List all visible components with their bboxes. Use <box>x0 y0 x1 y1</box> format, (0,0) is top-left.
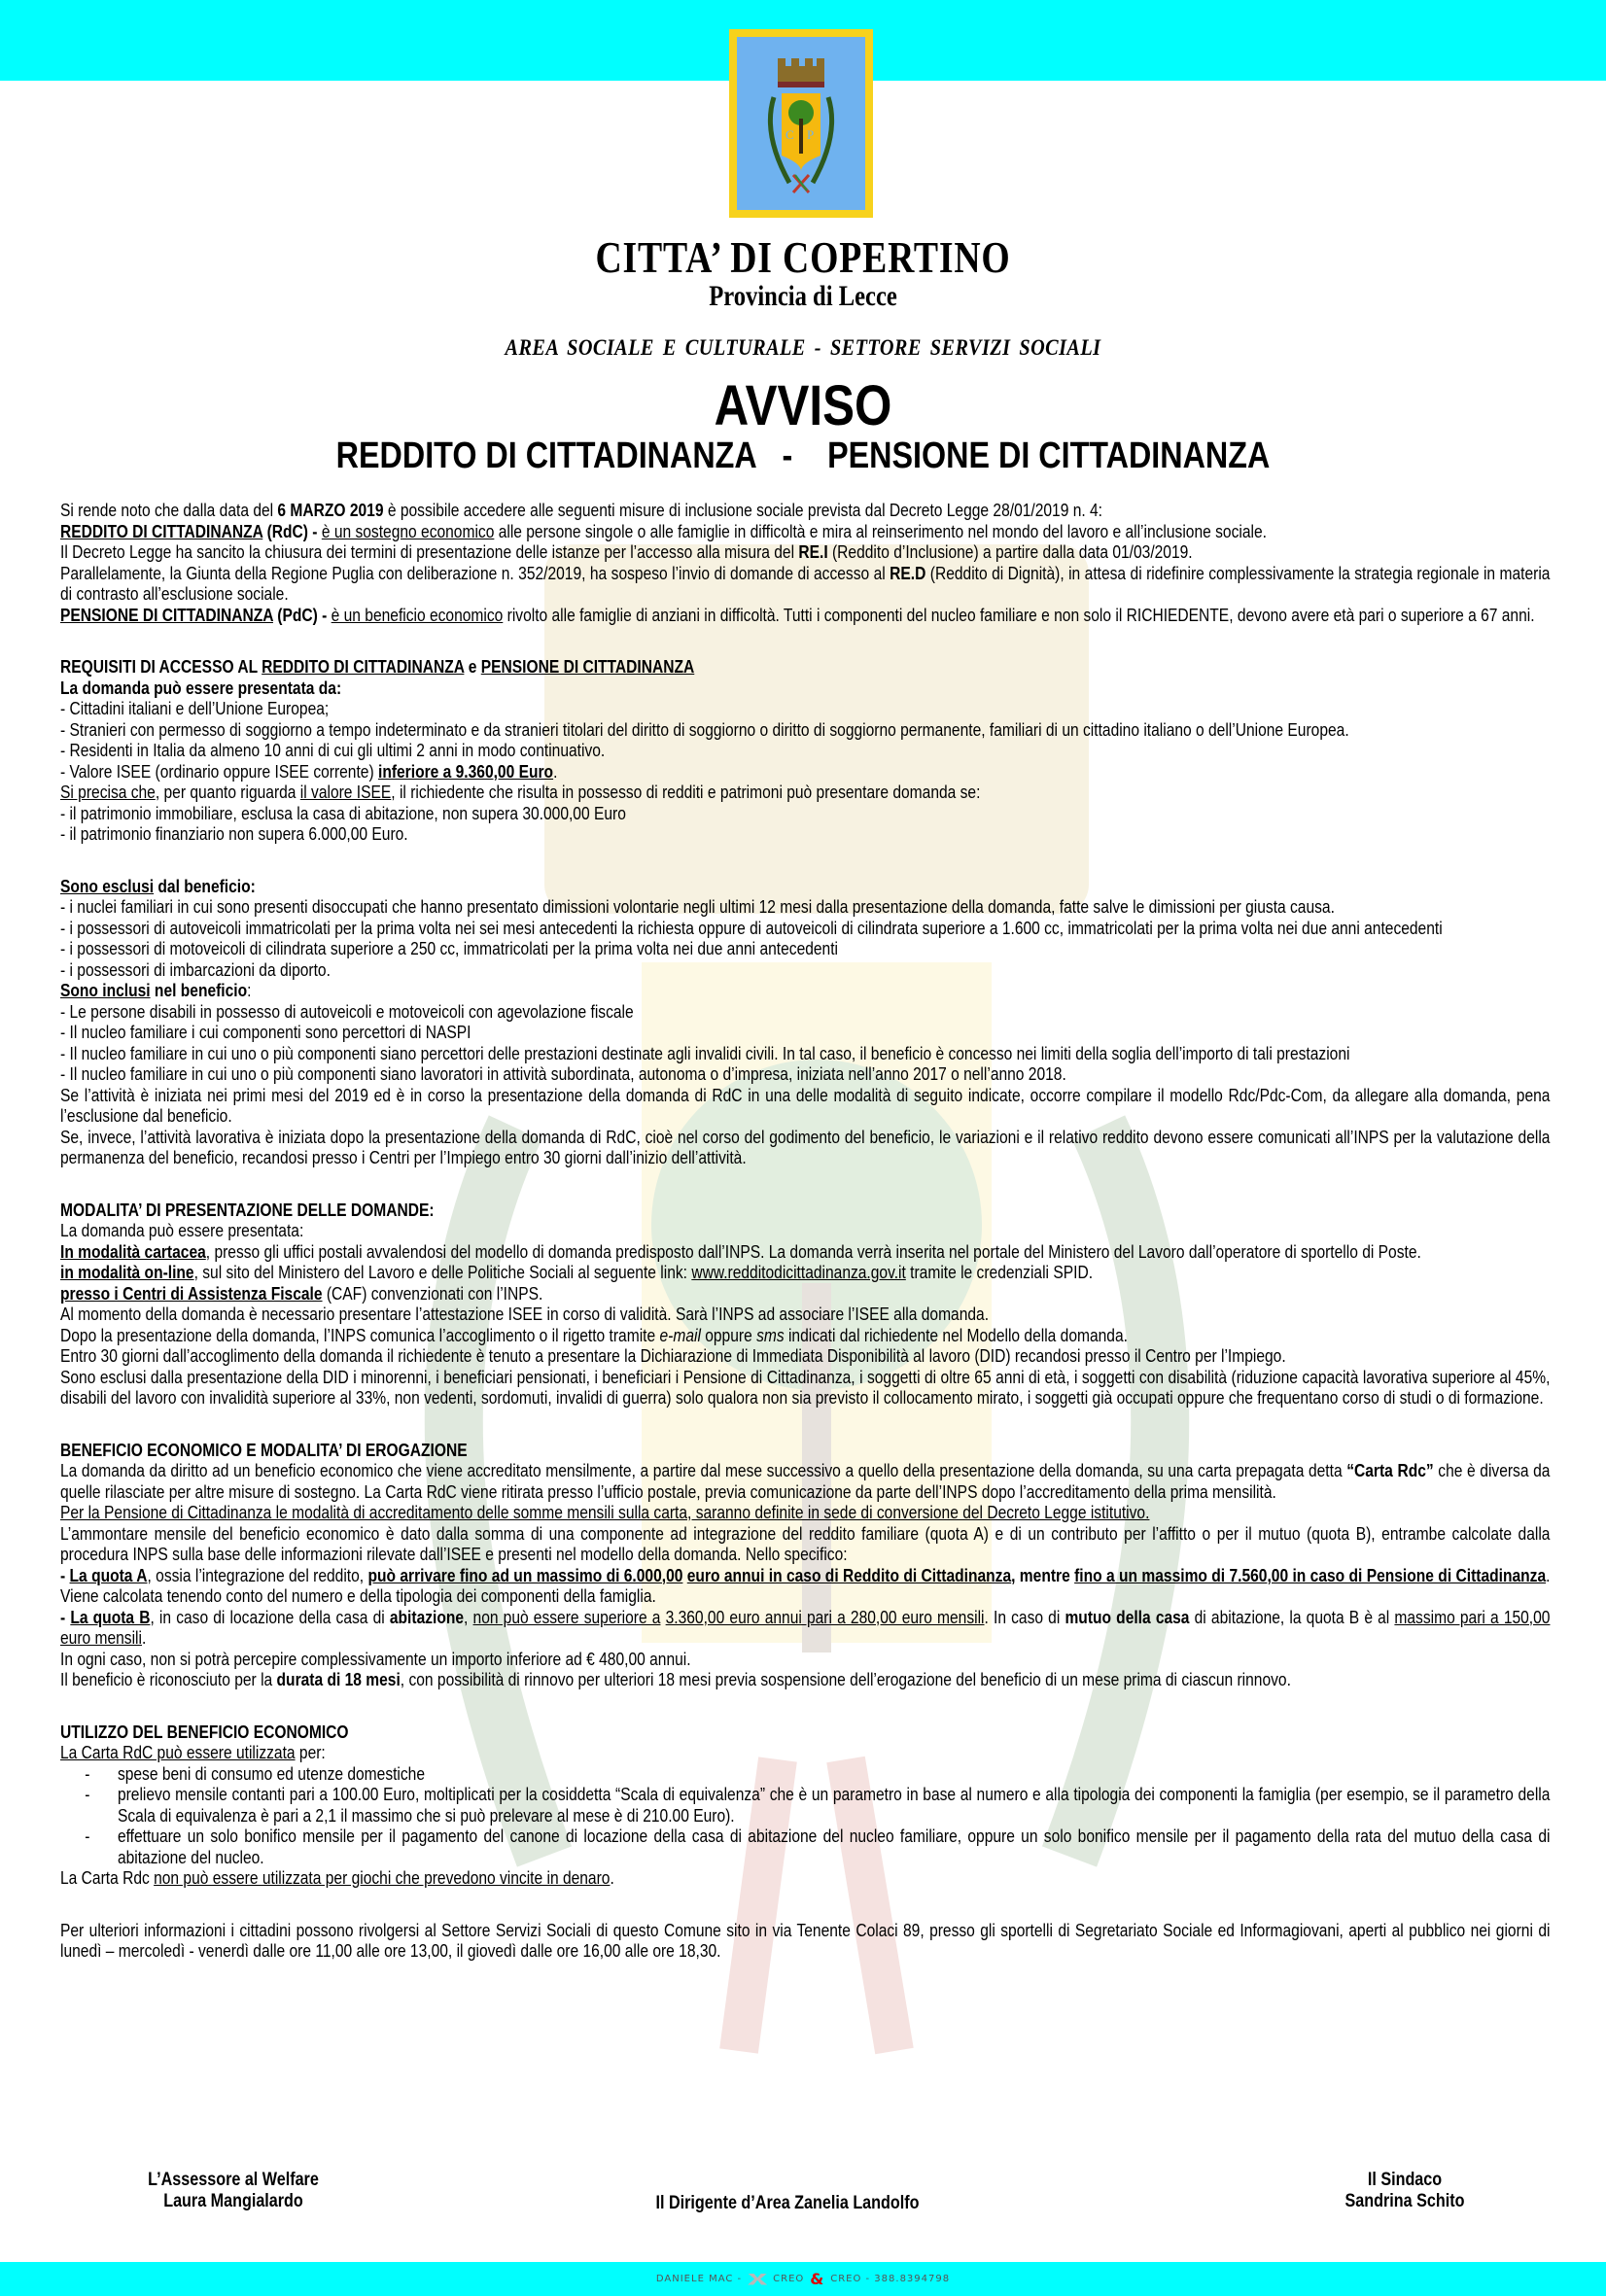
info-paragraph: Per ulteriori informazioni i cittadini possono rivolgersi al Settore Servizi Sociali di questo Comune sito in via Tenente Colaci 89, presso gli sportelli di Segretariato Sociale ed Informagiovani, aperti al pubblico nei giorni di lunedì – mercoledì - venerdì dalle ore 11,00 alle ore 13,00, il giovedì dalle ore 16,00 alle ore 18,30. <box>60 1919 1551 1961</box>
coat-of-arms-icon <box>737 37 865 210</box>
beneficio-durata: Il beneficio è riconosciuto per la durata di 18 mesi, con possibilità di rinnovo per ulteriori 18 mesi previa sospensione dell’erogazione del beneficio di un mese prima di ciascun rinnovo. <box>60 1669 1291 1689</box>
modalita-isee: Al momento della domanda è necessario presentare l’attestazione ISEE in corso di validità. Sarà l’INPS ad associare l’ISEE alla domanda. <box>60 1304 990 1324</box>
rei-paragraph: Il Decreto Legge ha sancito la chiusura dei termini di presentazione delle istanze per l’accesso alla misura del RE.I (Reddito d’Inclusione) a partire dalla data 01/03/2019. <box>60 541 1193 562</box>
bottom-color-band <box>0 2262 1606 2296</box>
province-subtitle: Provincia di Lecce <box>709 280 897 312</box>
list-item: - effettuare un solo bonifico mensile per il pagamento del canone di locazione della casa di abitazione del nucleo familiare, oppure un solo bonifico mensile per il pagamento della rata del mutuo della casa di abitazione del nucleo. <box>85 1826 1551 1867</box>
inclusi-note: Se, invece, l’attività lavorativa è iniziata dopo la presentazione della domanda di RdC, cioè nel corso del godimento del beneficio, le variazioni e il relativo reddito devono essere comunicati all’INPS per la valutazione della permanenza del beneficio, recandosi presso i Centri per l’Impiego entro 30 giorni dall’inizio dell’attività. <box>60 1126 1551 1167</box>
list-item: - Stranieri con permesso di soggiorno a tempo indeterminato e da stranieri titolari del diritto di soggiorno o diritto di soggiorno permanente, familiari di un cittadino italiano o dell’Unione Europea. <box>60 718 1349 740</box>
pdc-definition: PENSIONE DI CITTADINANZA (PdC) - è un beneficio economico rivolto alle famiglie di anziani in difficoltà. Tutti i componenti del nucleo familiare e non solo il RICHIEDENTE, devono avere età pari o superiore a 67 anni. <box>60 604 1535 625</box>
signature-assessore: L’Assessore al Welfare Laura Mangialardo <box>148 2170 319 2211</box>
modalita-did: Entro 30 giorni dall’accoglimento della domanda il richiedente è tenuto a presentare la Dichiarazione di Immediata Disponibilità al lavoro (DID) recandosi presso il Centro per l’Impiego. <box>60 1345 1286 1366</box>
beneficio-carta: La domanda da diritto ad un beneficio economico che viene accreditato mensilmente, a partire dal mese successivo a quello della presentazione della domanda, su una carta prepagata detta “Carta Rdc” che è diversa da quelle rilasciate per altre misure di sostegno. La Carta RdC viene ritirata presso l’ufficio postale, previa comunicazione da parte dell’INPS dopo l’accreditamento della prima mensilità. <box>60 1460 1551 1502</box>
modalita-cartacea: In modalità cartacea, presso gli uffici postali avvalendosi del modello di domanda predisposto dall’INPS. La domanda verrà inserita nel portale del Ministero del Lavoro dall’operatore di sportello di Poste. <box>60 1240 1421 1262</box>
modalita-esclusi-did: Sono esclusi dalla presentazione della DID i minorenni, i beneficiari pensionati, i beneficiari i Pensione di Cittadinanza, i soggetti di oltre 65 anni di età, i soggetti con disabilità (riduzione capacità lavorativa superiore al 45%, disabili del lavoro con invalidità superiore al 33%, non vedenti, sordomuti, invalidi di guerra) solo qualora non sia previsto il collocamento mirato, i soggetti già occupati oppure che frequentano corso di studi o di formazione. <box>60 1366 1551 1408</box>
list-item: - Valore ISEE (ordinario oppure ISEE corrente) inferiore a 9.360,00 Euro. <box>60 760 558 782</box>
list-item: - i possessori di imbarcazioni da diporto. <box>60 958 331 980</box>
notice-body <box>60 500 1550 1962</box>
list-item: - spese beni di consumo ed utenze domestiche <box>85 1762 426 1784</box>
list-item: - Cittadini italiani e dell’Unione Europea; <box>60 698 330 718</box>
list-item: - i nuclei familiari in cui sono presenti disoccupati che hanno presentato dimissioni volontarie negli ultimi 12 mesi dalla presentazione della domanda, fatte salve le dimissioni per giusta causa. <box>60 896 1335 917</box>
red-paragraph: Parallelamente, la Giunta della Regione Puglia con deliberazione n. 352/2019, ha sospeso l’invio di domande di accesso al RE.D (Reddito di Dignità), in attesa di ridefinire complessivamente la strategia regionale in materia di contrasto all’esclusione sociale. <box>60 562 1551 604</box>
intro-paragraph: Si rende noto che dalla data del 6 MARZO 2019 è possibile accedere alle seguenti misure di inclusione sociale prevista dal Decreto Legge 28/01/2019 n. 4: <box>60 500 1103 520</box>
list-item: - prelievo mensile contanti pari a 100.00 Euro, moltiplicati per la cosiddetta “Scala di equivalenza” che è un parametro in base al numero e alla tipologia dei componenti la famiglia (per esempio, se il parametro della Scala di equivalenza è pari a 2,1 il massimo che si può prelevare al mese è di 210.00 Euro). <box>85 1784 1551 1826</box>
isee-precisation: Si precisa che, per quanto riguarda il valore ISEE, il richiedente che risulta in possesso di redditi e patrimoni può presentare domanda se: <box>60 782 981 802</box>
x-logo-icon <box>748 2274 767 2285</box>
city-title: CITTA’ DI COPERTINO <box>595 232 1011 282</box>
utilizzo-heading: UTILIZZO DEL BENEFICIO ECONOMICO <box>60 1721 349 1742</box>
beneficio-pdc-note: Per la Pensione di Cittadinanza le modalità di accreditamento delle somme mensili sulla carta, saranno definite in sede di conversione del Decreto Legge istitutivo. <box>60 1502 1150 1522</box>
modalita-intro: La domanda può essere presentata: <box>60 1220 304 1240</box>
list-item: - Il nucleo familiare in cui uno o più componenti siano lavoratori in attività subordinata, autonoma o d’impresa, iniziata nell’anno 2017 o nell’anno 2018. <box>60 1063 1066 1084</box>
requisiti-heading: REQUISITI DI ACCESSO AL REDDITO DI CITTADINANZA e PENSIONE DI CITTADINANZA <box>60 656 695 677</box>
department-line: AREA SOCIALE E CULTURALE - SETTORE SERVIZI SOCIALI <box>505 335 1101 360</box>
signature-dirigente: Il Dirigente d’Area Zanelia Landolfo <box>655 2193 920 2213</box>
rdc-definition: REDDITO DI CITTADINANZA (RdC) - è un sostegno economico alle persone singole o alle famiglie in difficoltà e mira al reinserimento nel mondo del lavoro e all’inclusione sociale. <box>60 520 1267 541</box>
quota-b: - La quota B, in caso di locazione della casa di abitazione, non può essere superiore a 3.360,00 euro annui pari a 280,00 euro mensili. In caso di mutuo della casa di abitazione, la quota B è al massimo pari a 150,00 euro mensili. <box>60 1606 1551 1648</box>
list-item: - i possessori di motoveicoli di cilindrata superiore a 250 cc, immatricolati per la prima volta nei due anni antecedenti <box>60 938 839 958</box>
list-item: - Il nucleo familiare i cui componenti sono percettori di NASPI <box>60 1022 471 1042</box>
utilizzo-intro: La Carta RdC può essere utilizzata per: <box>60 1742 326 1762</box>
modalita-caf: presso i Centri di Assistenza Fiscale (CAF) convenzionati con l’INPS. <box>60 1282 543 1304</box>
inclusi-heading: Sono inclusi nel beneficio: <box>60 980 252 1000</box>
esclusi-heading: Sono esclusi dal beneficio: <box>60 875 256 896</box>
svg-text:P: P <box>807 127 815 142</box>
utilizzo-divieto: La Carta Rdc non può essere utilizzata per giochi che prevedono vincite in denaro. <box>60 1867 614 1888</box>
modalita-heading: MODALITA’ DI PRESENTAZIONE DELLE DOMANDE: <box>60 1199 435 1220</box>
utilizzo-list <box>60 1763 1550 1868</box>
beneficio-heading: BENEFICIO ECONOMICO E MODALITA’ DI EROGAZIONE <box>60 1439 468 1460</box>
inclusi-note: Se l’attività è iniziata nei primi mesi del 2019 ed è in corso la presentazione della domanda di RdC in una delle modalità di seguito indicate, occorre compilare il modello Rdc/Pdc-Com, da allegare alla domanda, pena l’esclusione dal beneficio. <box>60 1084 1551 1126</box>
website-link[interactable]: www.redditodicittadinanza.gov.it <box>691 1262 906 1282</box>
list-item: - il patrimonio immobiliare, esclusa la casa di abitazione, non supera 30.000,00 Euro <box>60 802 626 823</box>
modalita-online: in modalità on-line, sul sito del Ministero del Lavoro e delle Politiche Sociali al seguente link: www.redditodicittadinanza.gov.it tramite le credenziali SPID. <box>60 1262 1094 1282</box>
list-item: - Le persone disabili in possesso di autoveicoli e motoveicoli con agevolazione fiscale <box>60 1000 634 1022</box>
quota-a: - La quota A, ossia l’integrazione del reddito, può arrivare fino ad un massimo di 6.000,00 euro annui in caso di Reddito di Cittadinanza, mentre fino a un massimo di 7.560,00 in caso di Pensione di Cittadinanza. Viene calcolata tenendo conto del numero e della tipologia dei componenti della famiglia. <box>60 1564 1551 1606</box>
designer-credit: DANIELE MAC - CREO & CREO - 388.8394798 <box>655 2270 951 2288</box>
list-item: - i possessori di autoveicoli immatricolati per la prima volta nei sei mesi antecedenti la richiesta oppure di autoveicoli di cilindrata superiore a 1.600 cc, immatricolati per la prima volta nei due anni antecedenti <box>60 917 1443 938</box>
list-item: - Residenti in Italia da almeno 10 anni di cui gli ultimi 2 anni in modo continuativo. <box>60 740 606 760</box>
list-item: - il patrimonio finanziario non supera 6.000,00 Euro. <box>60 823 408 844</box>
city-crest-logo <box>729 29 873 218</box>
requisiti-subheading: La domanda può essere presentata da: <box>60 677 342 698</box>
notice-heading: AVVISO <box>714 374 892 437</box>
beneficio-ammontare: L’ammontare mensile del beneficio economico è dato dalla somma di una componente ad integrazione del reddito familiare (quota A) e di un contributo per l’affitto o per il mutuo (quota B), entrambe calcolate dalla procedura INPS sulla base delle informazioni rilevate dall’ISEE e presenti nel modello della domanda. Nello specifico: <box>60 1522 1551 1564</box>
list-item: - Il nucleo familiare in cui uno o più componenti siano percettori delle prestazioni destinate agli invalidi civili. In tal caso, il beneficio è concesso nei limiti della soglia dell’importo di tali prestazioni <box>60 1042 1350 1063</box>
notice-subheading: REDDITO DI CITTADINANZA - PENSIONE DI CITTADINANZA <box>335 435 1271 476</box>
modalita-esito: Dopo la presentazione della domanda, l’INPS comunica l’accoglimento o il rigetto tramite e-mail oppure sms indicati dal richiedente nel Modello della domanda. <box>60 1324 1128 1345</box>
signature-sindaco: Il Sindaco Sandrina Schito <box>1344 2170 1465 2211</box>
beneficio-minimo: In ogni caso, non si potrà percepire complessivamente un importo inferiore ad € 480,00 annui. <box>60 1648 691 1669</box>
svg-text:C: C <box>786 127 794 142</box>
